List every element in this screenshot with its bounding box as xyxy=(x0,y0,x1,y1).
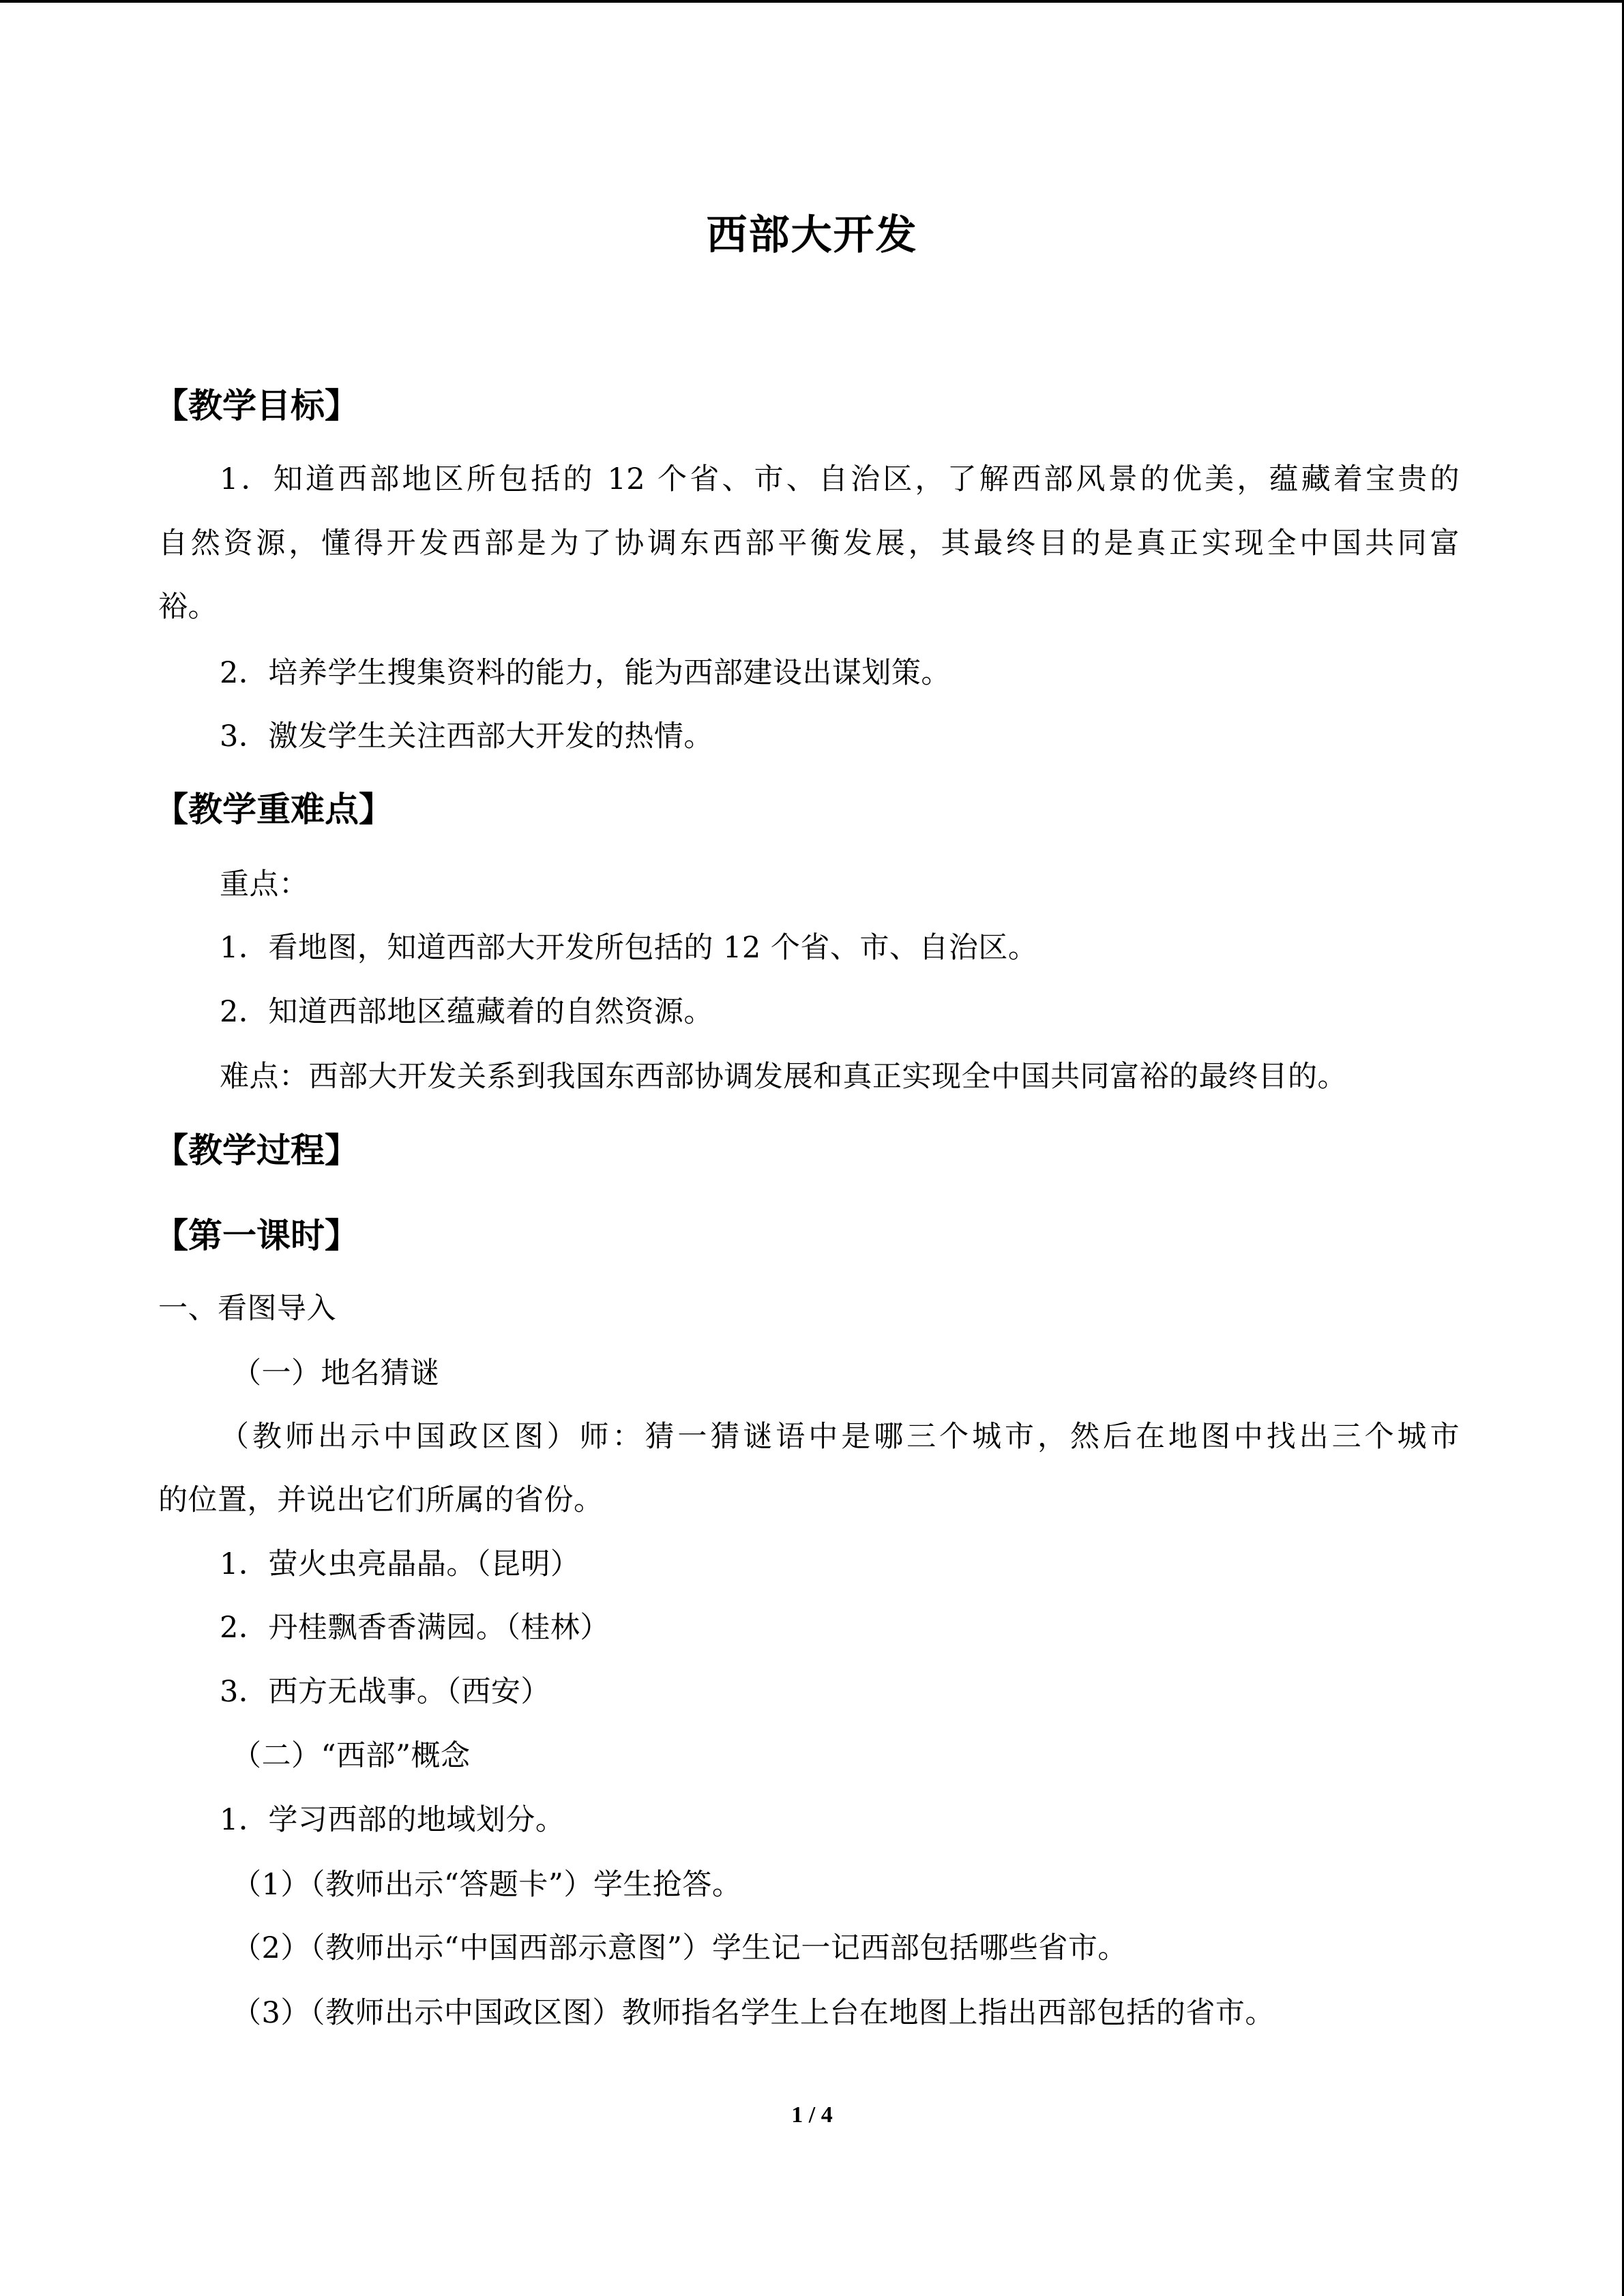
objective-1-line-3: 裕。 xyxy=(158,590,218,624)
sub-2-step-3: （3）（教师出示中国政区图）教师指名学生上台在地图上指出西部包括的省市。 xyxy=(232,1996,1275,2030)
page-number: 1 / 4 xyxy=(791,2102,833,2128)
difficulty: 难点：西部大开发关系到我国东西部协调发展和真正实现全中国共同富裕的最终目的。 xyxy=(220,1060,1347,1094)
sub-2-step-2: （2）（教师出示“中国西部示意图”）学生记一记西部包括哪些省市。 xyxy=(232,1931,1127,1965)
sub-1-title: （一）地名猜谜 xyxy=(232,1356,440,1390)
riddle-2: 2．丹桂飘香香满园。（桂林） xyxy=(220,1611,610,1645)
heading-objectives: 【教学目标】 xyxy=(154,385,359,426)
objective-1-line-2: 自然资源，懂得开发西部是为了协调东西部平衡发展，其最终目的是真正实现全中国共同富 xyxy=(158,526,1460,561)
focus-1: 1．看地图，知道西部大开发所包括的 12 个省、市、自治区。 xyxy=(220,931,1038,965)
heading-key-points: 【教学重难点】 xyxy=(154,789,393,829)
sub-2-title: （二）“西部”概念 xyxy=(232,1739,471,1773)
riddle-3: 3．西方无战事。（西安） xyxy=(220,1675,550,1709)
focus-label: 重点： xyxy=(220,867,309,901)
sub-1-paragraph-line-2: 的位置，并说出它们所属的省份。 xyxy=(158,1483,604,1517)
objective-1-line-1: 1．知道西部地区所包括的 12 个省、市、自治区，了解西部风景的优美，蕴藏着宝贵的 xyxy=(220,462,1460,496)
page-top-border xyxy=(0,0,1624,3)
focus-2: 2．知道西部地区蕴藏着的自然资源。 xyxy=(220,995,713,1029)
riddle-1: 1．萤火虫亮晶晶。（昆明） xyxy=(220,1547,580,1581)
sub-2-step-1: （1）（教师出示“答题卡”）学生抢答。 xyxy=(232,1868,742,1902)
objective-3: 3．激发学生关注西部大开发的热情。 xyxy=(220,719,713,754)
objective-2: 2．培养学生搜集资料的能力，能为西部建设出谋划策。 xyxy=(220,656,951,690)
sub-2-item-1: 1．学习西部的地域划分。 xyxy=(220,1803,565,1837)
sub-1-paragraph-line-1: （教师出示中国政区图）师：猜一猜谜语中是哪三个城市，然后在地图中找出三个城市 xyxy=(220,1420,1460,1454)
part-1-title: 一、看图导入 xyxy=(158,1292,336,1326)
heading-lesson-1: 【第一课时】 xyxy=(154,1215,359,1255)
document-title: 西部大开发 xyxy=(706,211,918,259)
heading-process: 【教学过程】 xyxy=(154,1130,359,1170)
